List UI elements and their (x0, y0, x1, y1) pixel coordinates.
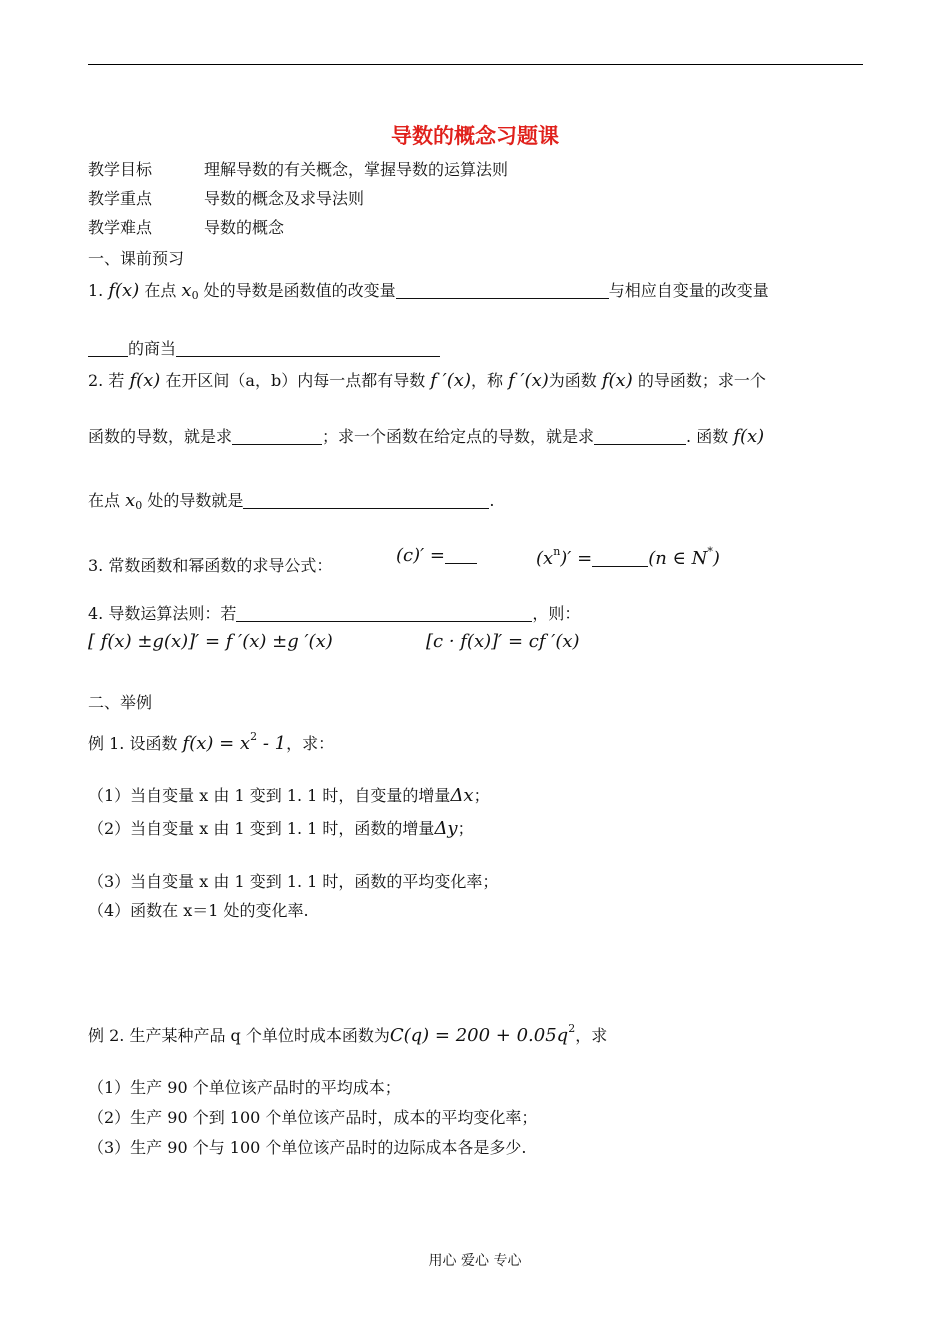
section-heading-1: 一、课前预习 (88, 249, 185, 268)
q2-blank-2[interactable] (594, 428, 686, 445)
q2-text-9: 在点 (88, 491, 121, 510)
q1-num: 1. (88, 281, 104, 300)
ex1-text-1: 例 1. 设函数 (88, 734, 178, 753)
section-heading-2: 二、举例 (88, 693, 153, 712)
q2-text-8: . 函数 (686, 427, 729, 446)
ex2-text-1: 例 2. 生产某种产品 q 个单位时成本函数为 (88, 1026, 390, 1045)
ex1-item-2: （2）当自变量 x 由 1 变到 1. 1 时，函数的增量Δy； (88, 818, 474, 839)
question-2-line-1 (88, 368, 766, 391)
ex2-text-2: ，求 (575, 1026, 608, 1045)
question-3-text: 3. 常数函数和幂函数的求导公式： (88, 556, 333, 575)
q2-text-6: 函数的导数，就是求 (88, 427, 233, 446)
q2-text-10: 处的导数就是 (147, 491, 244, 510)
q2-text-1: 2. 若 (88, 371, 125, 390)
q3-blank-2[interactable] (592, 550, 648, 567)
q1-fx: f(x) (108, 280, 140, 301)
q2-fpx-2: f ′(x) (508, 370, 549, 391)
example-1-line (88, 730, 334, 754)
q1-blank-1[interactable] (396, 282, 609, 299)
q1-blank-2[interactable] (88, 340, 128, 357)
goal-text-1: 理解导数的有关概念，掌握导数的运算法则 (204, 160, 509, 179)
goal-text-3: 导数的概念 (204, 218, 285, 237)
q1-text-1: 在点 (144, 281, 177, 300)
ex1-text-2: ，求： (286, 734, 335, 753)
ex1-function: $f(x) = x^2 - 1$ (182, 730, 287, 754)
q2-fx-2: f(x) (601, 370, 633, 391)
page-title: 导数的概念习题课 (391, 124, 559, 148)
ex1-item-1: （1）当自变量 x 由 1 变到 1. 1 时，自变量的增量Δx； (88, 785, 490, 806)
q1-text-3: 与相应自变量的改变量 (608, 281, 769, 300)
question-1-line-2 (88, 336, 440, 359)
q2-fx: f(x) (129, 370, 161, 391)
q2-text-2: 在开区间（a，b）内每一点都有导数 (165, 371, 426, 390)
goal-label-3: 教学难点 (88, 218, 153, 237)
q2-text-3: ，称 (470, 371, 503, 390)
q2-blank-3[interactable] (243, 492, 489, 509)
page-footer: 用心 爱心 专心 (428, 1253, 522, 1269)
ex2-item-1: （1）生产 90 个单位该产品时的平均成本； (88, 1078, 401, 1097)
q4-text-1: 4. 导数运算法则：若 (88, 604, 237, 623)
q1-text-4: 的商当 (128, 339, 177, 358)
question-2-line-2 (88, 424, 764, 447)
question-4-line-1 (88, 601, 580, 624)
ex1-item-4: （4）函数在 x＝1 处的变化率. (88, 901, 309, 920)
ex2-item-3: （3）生产 90 个与 100 个单位该产品时的边际成本各是多少. (88, 1138, 527, 1157)
q2-fpx: f ′(x) (430, 370, 471, 391)
q4-text-2: ，则： (532, 604, 581, 623)
example-2-line (88, 1022, 607, 1046)
ex1-item-3: （3）当自变量 x 由 1 变到 1. 1 时，函数的平均变化率； (88, 872, 499, 891)
q4-blank-1[interactable] (236, 605, 532, 622)
goal-label-2: 教学重点 (88, 189, 153, 208)
q2-fx-3: f(x) (733, 426, 765, 447)
q3-blank-1[interactable] (445, 547, 477, 564)
goal-label-1: 教学目标 (88, 160, 153, 179)
q3-formula-1: (c)′ = (396, 545, 477, 566)
ex2-item-2: （2）生产 90 个到 100 个单位该产品时，成本的平均变化率； (88, 1108, 538, 1127)
q2-text-11: . (489, 491, 495, 510)
q2-x0: $x_0$ (125, 490, 143, 512)
q2-blank-1[interactable] (232, 428, 322, 445)
ex2-function: $C(q) = 200 + 0.05q^2$ (389, 1022, 576, 1046)
goal-text-2: 导数的概念及求导法则 (204, 189, 365, 208)
question-2-line-3 (88, 488, 494, 512)
q3-formula-2: $(x^n)' = (n$ ∈ N*) (536, 545, 720, 569)
q1-text-2: 处的导数是函数值的改变量 (203, 281, 396, 300)
q2-text-5: 的导函数；求一个 (637, 371, 766, 390)
header-rule (88, 64, 863, 65)
question-1-line-1 (88, 278, 769, 302)
q2-text-4: 为函数 (548, 371, 597, 390)
q4-rule-constant: [c · f(x)]′ = cf ′(x) (426, 631, 580, 652)
q2-text-7: ；求一个函数在给定点的导数，就是求 (322, 427, 595, 446)
q1-blank-3[interactable] (176, 340, 440, 357)
q1-x0: $x_0$ (181, 280, 199, 302)
q4-rule-sum: [ f(x) ±g(x)]′ = f ′(x) ±g ′(x) (88, 631, 333, 652)
